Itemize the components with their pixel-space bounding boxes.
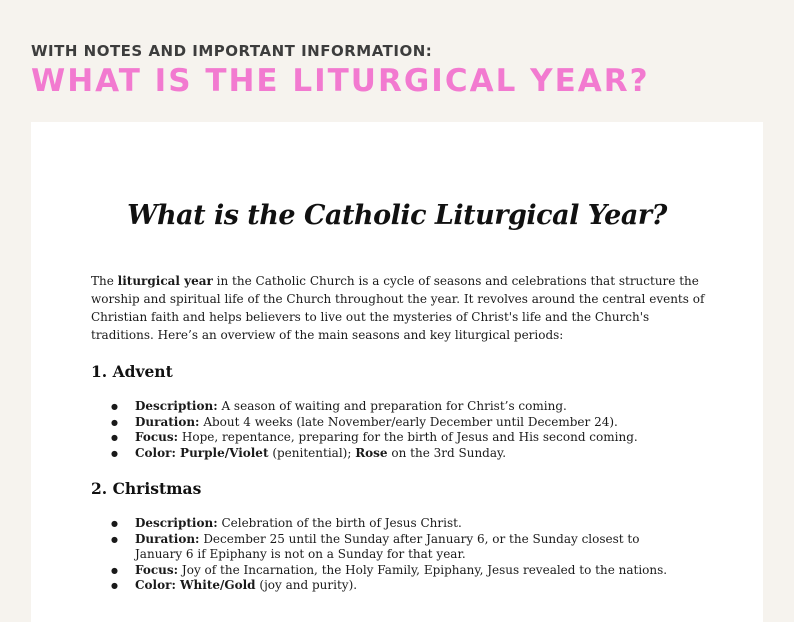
page-header: [31, 42, 650, 98]
header-subtitle: WITH NOTES AND IMPORTANT INFORMATION:: [31, 42, 433, 60]
list-item: ● Focus: Joy of the Incarnation, the Holy Family, Epiphany, Jesus revealed to the nations.: [111, 563, 681, 579]
list-item: ● Focus: Hope, repentance, preparing for the birth of Jesus and His second coming.: [111, 430, 681, 446]
christmas-list: [111, 516, 681, 594]
document-page: [31, 122, 763, 622]
intro-paragraph: The liturgical year in the Catholic Church is a cycle of seasons and celebrations that structure the worship and spiritual life of the Church throughout the year. It revolves around the central events of Christian faith and helps believers to live out the mysteries of Christ's life and the Church's traditions. Here’s an overview of the main seasons and key liturgical periods:: [91, 274, 705, 342]
list-item: ● Description: Celebration of the birth of Jesus Christ.: [111, 516, 681, 532]
list-item: ● Color: White/Gold (joy and purity).: [111, 578, 681, 594]
document-title: What is the Catholic Liturgical Year?: [127, 200, 667, 231]
section-heading-advent: 1. Advent: [91, 362, 173, 381]
list-item: ● Duration: About 4 weeks (late November/early December until December 24).: [111, 415, 681, 431]
list-item: ● Description: A season of waiting and preparation for Christ’s coming.: [111, 399, 681, 415]
list-item: ● Color: Purple/Violet (penitential); Rose on the 3rd Sunday.: [111, 446, 681, 462]
section-heading-christmas: 2. Christmas: [91, 479, 202, 498]
list-item: ● Duration: December 25 until the Sunday after January 6, or the Sunday closest to January 6 if Epiphany is not on a Sunday for that year.: [111, 532, 681, 563]
advent-list: [111, 399, 681, 461]
intro-bold-term: liturgical year: [117, 274, 213, 288]
header-title: WHAT IS THE LITURGICAL YEAR?: [31, 63, 650, 99]
